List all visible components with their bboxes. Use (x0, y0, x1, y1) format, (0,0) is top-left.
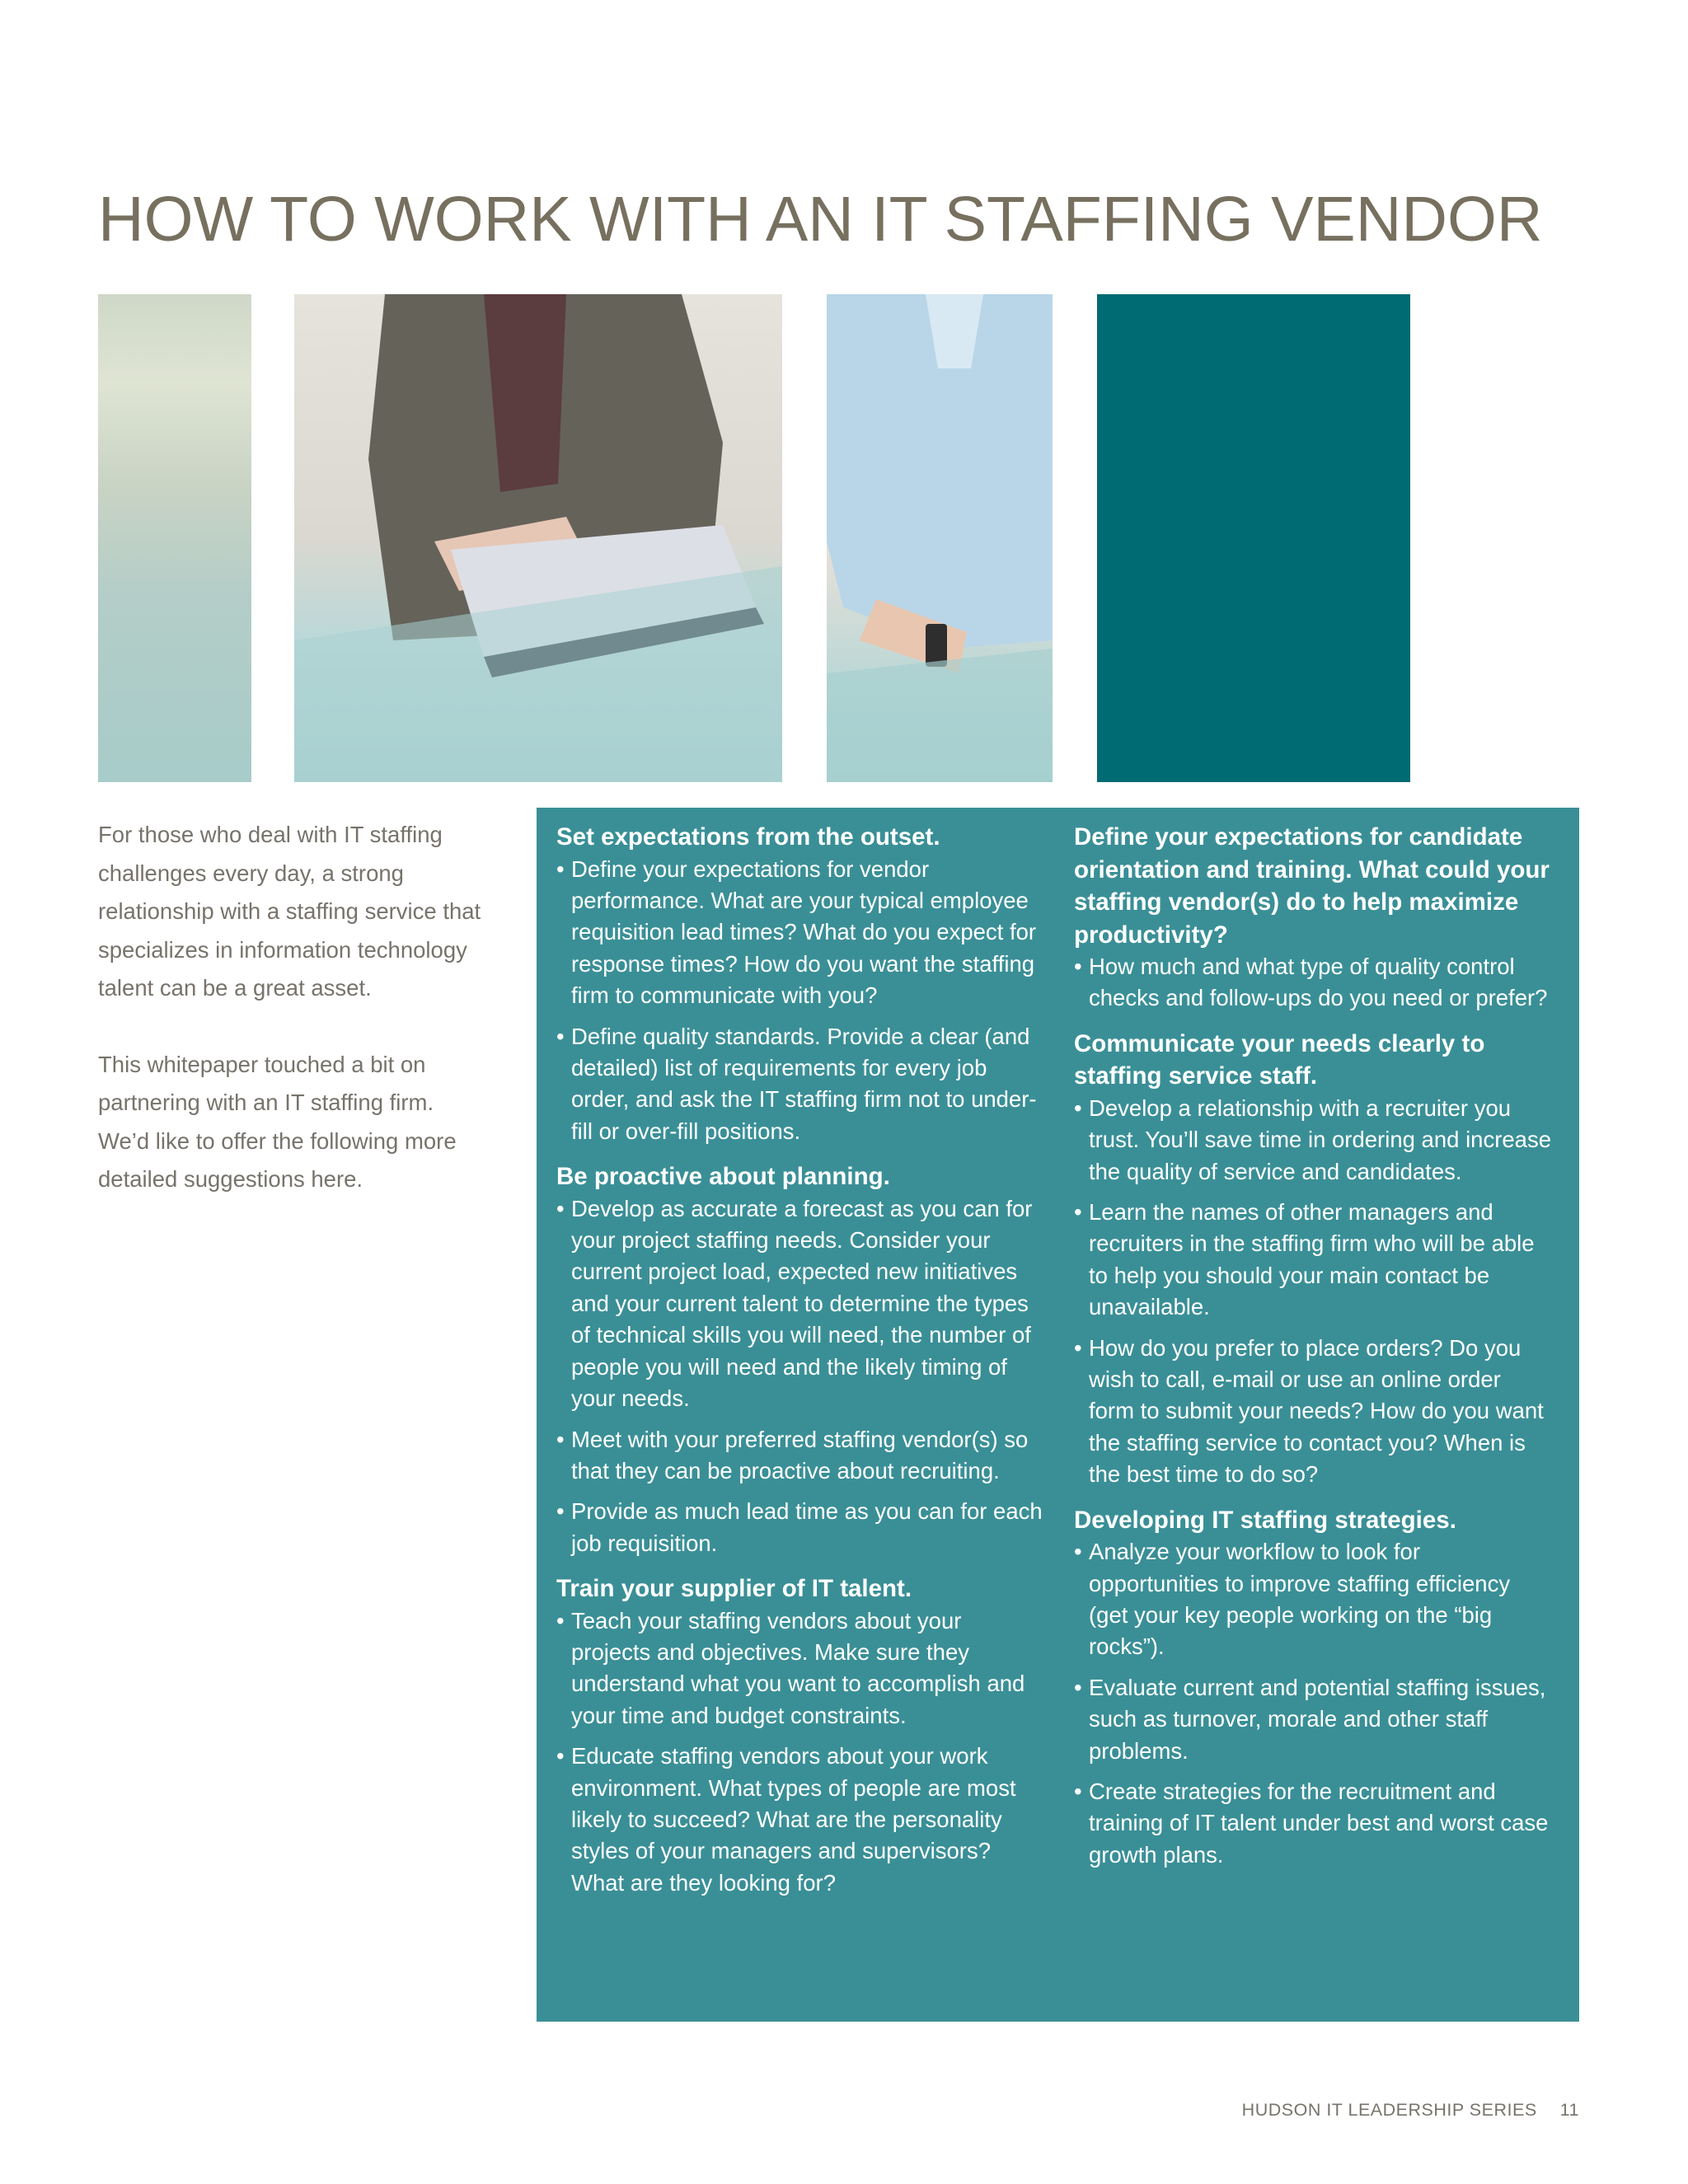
list-item: • Create strategies for the recruitment and training of IT talent under best and worst case growth plans. (1074, 1776, 1552, 1871)
section-list-communicate (1074, 1093, 1552, 1491)
tips-column-left (556, 821, 1047, 1912)
section-heading-planning: Be proactive about planning. (556, 1163, 890, 1191)
tips-column-right (1074, 821, 1552, 1884)
section-list-strategies (1074, 1536, 1552, 1871)
tips-panel (537, 808, 1579, 2022)
intro-text (98, 816, 485, 1237)
page-number: 11 (1559, 2100, 1579, 2120)
section-heading-communicate: Communicate your needs clearly to staffing service staff. (1074, 1029, 1485, 1090)
list-item: • How do you prefer to place orders? Do you wish to call, e-mail or use an online order form to submit your needs? How do you want the staffing service to contact you? When is the best time to do so? (1074, 1333, 1552, 1491)
section-list-train-supplier (556, 1605, 1047, 1900)
photo-hands-document (294, 294, 782, 782)
page-footer (1242, 2100, 1579, 2121)
photo-glass-table (98, 294, 251, 782)
list-item: • Define quality standards. Provide a clear (and detailed) list of requirements for every job order, and ask the IT staffing firm not to under-fill or over-fill positions. (556, 1021, 1047, 1148)
section-heading-orientation: Define your expectations for candidate orientation and training. What could your staffing vendor(s) do to help maximize productivity? (1074, 823, 1550, 949)
list-item: • Teach your staffing vendors about your projects and objectives. Make sure they understand what you want to accomplish and your time and budget constraints. (556, 1605, 1047, 1732)
section-list-orientation (1074, 951, 1552, 1015)
list-item: • Analyze your workflow to look for opportunities to improve staffing efficiency (get your key people working on the “big rocks”). (1074, 1536, 1552, 1663)
list-item: • Develop a relationship with a recruiter you trust. You’ll save time in ordering and increase the quality of service and candidates. (1074, 1093, 1552, 1188)
photo-hands-document-illustration (294, 294, 782, 782)
section-list-expectations (556, 854, 1047, 1148)
list-item: • Educate staffing vendors about your work environment. What types of people are most likely to succeed? What are the personality styles of your managers and supervisors? What are they looking for? (556, 1741, 1047, 1899)
section-heading-train-supplier: Train your supplier of IT talent. (556, 1575, 912, 1603)
list-item: • How much and what type of quality control checks and follow-ups do you need or prefer? (1074, 951, 1552, 1015)
teal-accent-block (1097, 294, 1410, 782)
list-item: • Develop as accurate a forecast as you can for your project staffing needs. Consider your current project load, expected new initiatives and your current talent to determine the types of technical skills you will need, the number of people you will need and the likely timing of your needs. (556, 1193, 1047, 1415)
photo-woman-blue-shirt-illustration (827, 294, 1053, 782)
section-heading-expectations: Set expectations from the outset. (556, 823, 940, 851)
photo-woman-blue-shirt (827, 294, 1053, 782)
intro-paragraph-2: This whitepaper touched a bit on partnering with an IT staffing firm. We’d like to offer the following more detailed suggestions here. (98, 1051, 457, 1192)
section-heading-strategies: Developing IT staffing strategies. (1074, 1506, 1456, 1534)
intro-paragraph-1: For those who deal with IT staffing challenges every day, a strong relationship with a staffing service that specializes in information technology talent can be a great asset. (98, 822, 481, 1001)
section-list-planning (556, 1193, 1047, 1559)
list-item: • Define your expectations for vendor performance. What are your typical employee requisition lead times? What do you expect for response times? How do you want the staffing firm to communicate with you? (556, 854, 1047, 1012)
list-item: • Learn the names of other managers and recruiters in the staffing firm who will be able to help you should your main contact be unavailable. (1074, 1197, 1552, 1324)
list-item: • Evaluate current and potential staffing issues, such as turnover, morale and other staff problems. (1074, 1672, 1552, 1767)
footer-series-title: HUDSON IT LEADERSHIP SERIES (1241, 2100, 1537, 2120)
list-item: • Meet with your preferred staffing vendor(s) so that they can be proactive about recruiting. (556, 1424, 1047, 1488)
page-title: HOW TO WORK WITH AN IT STAFFING VENDOR (98, 184, 1543, 255)
list-item: • Provide as much lead time as you can for each job requisition. (556, 1496, 1047, 1559)
